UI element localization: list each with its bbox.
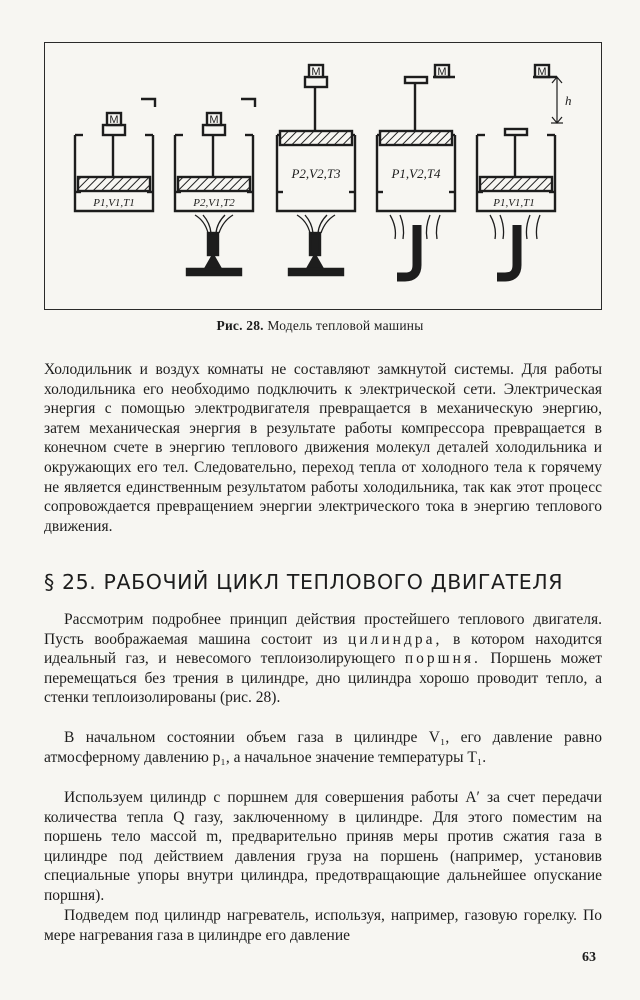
term-piston: поршня. xyxy=(404,650,481,668)
cooling-pipe-2 xyxy=(497,225,517,277)
cooling-pipe-1 xyxy=(397,225,417,277)
figure-number: Рис. 28. xyxy=(216,318,264,333)
figure-caption xyxy=(0,318,640,334)
page-number: 63 xyxy=(582,950,596,965)
cylinder-5 xyxy=(477,65,572,277)
load-label-2: M xyxy=(209,114,219,126)
intro-paragraph: Холодильник и воздух комнаты не составляют замкнутой системы. Для работы холодильника его необходимо подключить к электрической сети. Электрическая энергия с помощью электродвигателя превращается в механическую энергию, затем механическая энергия в результате работы компрессора превращается в конечном счете в энергию теплового движения молекул деталей холодильника и окружающих его тел. Следовательно, переход тепла от холодного тела к горячему не является единственным результатом работы холодильника, так как этот процесс сопровождается превращением энергии электрического тока в энергию теплового движения. xyxy=(44,361,602,535)
gas-burner-1 xyxy=(187,233,241,275)
load-label-4: M xyxy=(437,66,447,78)
paragraph-3: Используем цилиндр с поршнем для совершения работы A′ за счет передачи количества тепла Q газу, заключенному в цилиндре. Для этого поместим на поршень тело массой m, предварительно приняв меры против сжатия газа в цилиндре под действием давления груза на поршень (например, установив специальные упоры внутри цилиндра, предотвращающие дальнейшее опускание поршня). xyxy=(44,789,602,904)
gas-burner-2 xyxy=(289,233,343,275)
state-label-5: P1,V1,T1 xyxy=(493,197,535,209)
cylinder-4 xyxy=(377,65,455,277)
cylinder-1 xyxy=(75,99,155,211)
paragraph-2: В начальном состоянии объем газа в цилиндре V₁, его давление равно атмосферному давлению p₁, а начальное значение температуры T₁. xyxy=(44,729,602,766)
height-label: h xyxy=(565,93,572,108)
heat-engine-figure xyxy=(44,42,602,310)
cylinder-3 xyxy=(277,65,355,275)
load-label-1: M xyxy=(109,114,119,126)
state-label-3: P2,V2,T3 xyxy=(291,166,341,181)
load-label-5: M xyxy=(537,66,547,78)
section-heading: § 25. РАБОЧИЙ ЦИКЛ ТЕПЛОВОГО ДВИГАТЕЛЯ xyxy=(44,570,564,594)
term-cylinder: цилиндра, xyxy=(348,630,443,648)
load-label-3: M xyxy=(311,66,321,78)
paragraph-1: Рассмотрим подробнее принцип действия простейшего теплового двигателя. Пусть воображаемая машина состоит из цилиндра, в котором находится идеальный газ, и невесомого теплоизолирующего поршня. Поршень может перемещаться без трения в цилиндре, дно цилиндра хорошо проводит тепло, а стенки теплоизолированы (рис. 28). xyxy=(44,611,603,707)
paragraph-4: Подведем под цилиндр нагреватель, используя, например, газовую горелку. По мере нагревания газа в цилиндре его давление xyxy=(44,907,602,944)
state-label-1: P1,V1,T1 xyxy=(93,197,135,209)
cylinder-2 xyxy=(175,99,255,275)
state-label-4: P1,V2,T4 xyxy=(391,166,441,181)
figure-title: Модель тепловой машины xyxy=(267,318,424,333)
state-label-2: P2,V1,T2 xyxy=(193,197,235,209)
